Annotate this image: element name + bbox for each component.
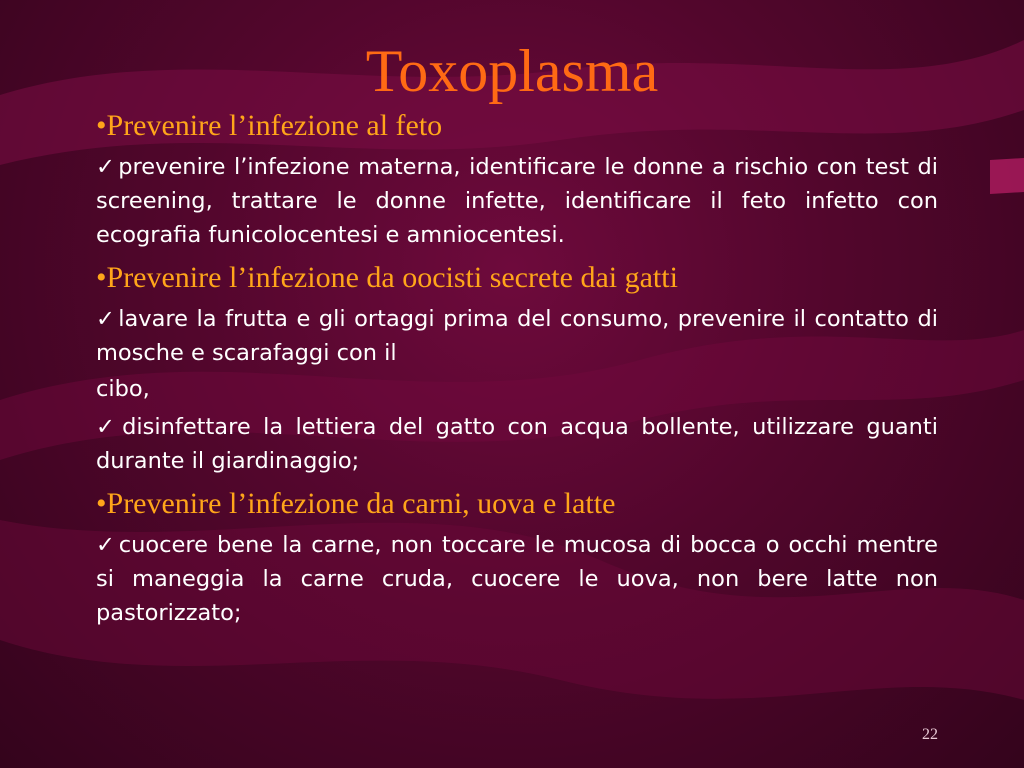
check-item-text: cuocere bene la carne, non toccare le mucosa di bocca o occhi mentre si maneggia la carne cruda, cuocere le uova, non bere latte non pastorizzato; [96, 532, 939, 626]
bullet-prevent-meat-eggs-milk: •Prevenire l’infezione da carni, uova e latte [96, 487, 616, 520]
check-item-text: disinfettare la lettiera del gatto con acqua bollente, utilizzare guanti durante il giardinaggio; [96, 414, 939, 474]
bullet-prevent-fetal-infection: •Prevenire l’infezione al feto [96, 109, 443, 142]
check-item-text: prevenire l’infezione materna, identificare le donne a rischio con test di screening, trattare le donne infette, identificare il feto infetto con ecografia funicolocentesi e amniocentesi. [96, 154, 938, 248]
check-mark-icon: ✓ [96, 154, 117, 180]
check-mark-icon: ✓ [96, 532, 117, 558]
slide-title: Toxoplasma [365, 38, 659, 104]
check-item-wash-produce [96, 302, 938, 370]
check-mark-icon: ✓ [96, 414, 121, 440]
page-number: 22 [922, 726, 938, 743]
check-item-text: lavare la frutta e gli ortaggi prima del consumo, prevenire il contatto di mosche e scarafaggi con il [96, 306, 938, 366]
check-item-maternal-prevention [96, 150, 938, 252]
slide-body [96, 108, 938, 638]
check-mark-icon: ✓ [96, 306, 117, 332]
bullet-prevent-cat-oocysts: •Prevenire l’infezione da oocisti secrete dai gatti [96, 261, 678, 294]
check-item-cook-meat [96, 528, 938, 630]
check-item-continuation: cibo, [96, 376, 150, 402]
check-item-disinfect-litter [96, 410, 938, 478]
